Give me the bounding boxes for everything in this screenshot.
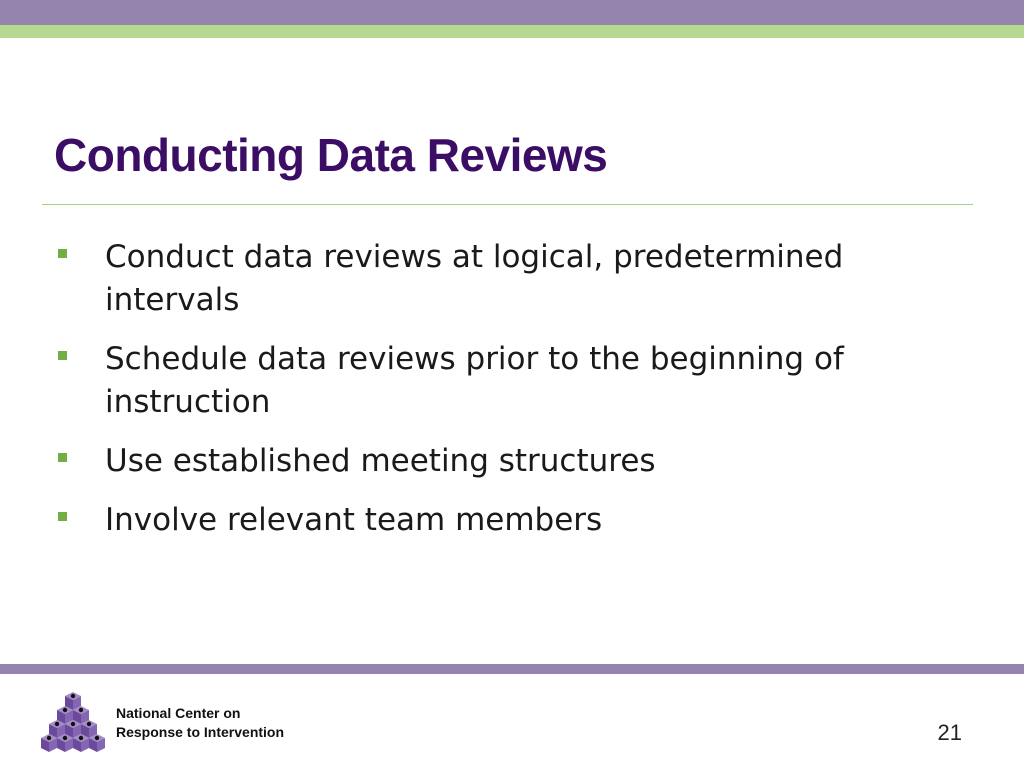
bullet-text: Involve relevant team members [105,502,603,538]
square-bullet-icon [58,249,67,258]
top-decorative-band [0,0,1024,25]
square-bullet-icon [58,351,67,360]
organization-name [116,704,284,742]
slide-title: Conducting Data Reviews [54,129,608,181]
square-bullet-icon [58,512,67,521]
slide-page-number: 21 [937,720,962,745]
bullet-list [56,236,956,558]
bullet-item [56,236,956,322]
title-divider [42,204,973,205]
bullet-item [56,440,956,483]
bullet-item [56,499,956,542]
top-accent-band [0,25,1024,38]
bullet-text: Conduct data reviews at logical, predetermined intervals [105,239,844,318]
organization-name-line2: Response to Intervention [116,724,285,740]
bullet-text: Use established meeting structures [105,443,656,479]
organization-name-line1: National Center on [116,705,241,721]
square-bullet-icon [58,453,67,462]
bottom-decorative-band [0,664,1024,674]
stacked-cubes-logo-icon [40,690,106,752]
bullet-item [56,338,956,424]
bullet-text: Schedule data reviews prior to the beginning of instruction [105,341,844,420]
